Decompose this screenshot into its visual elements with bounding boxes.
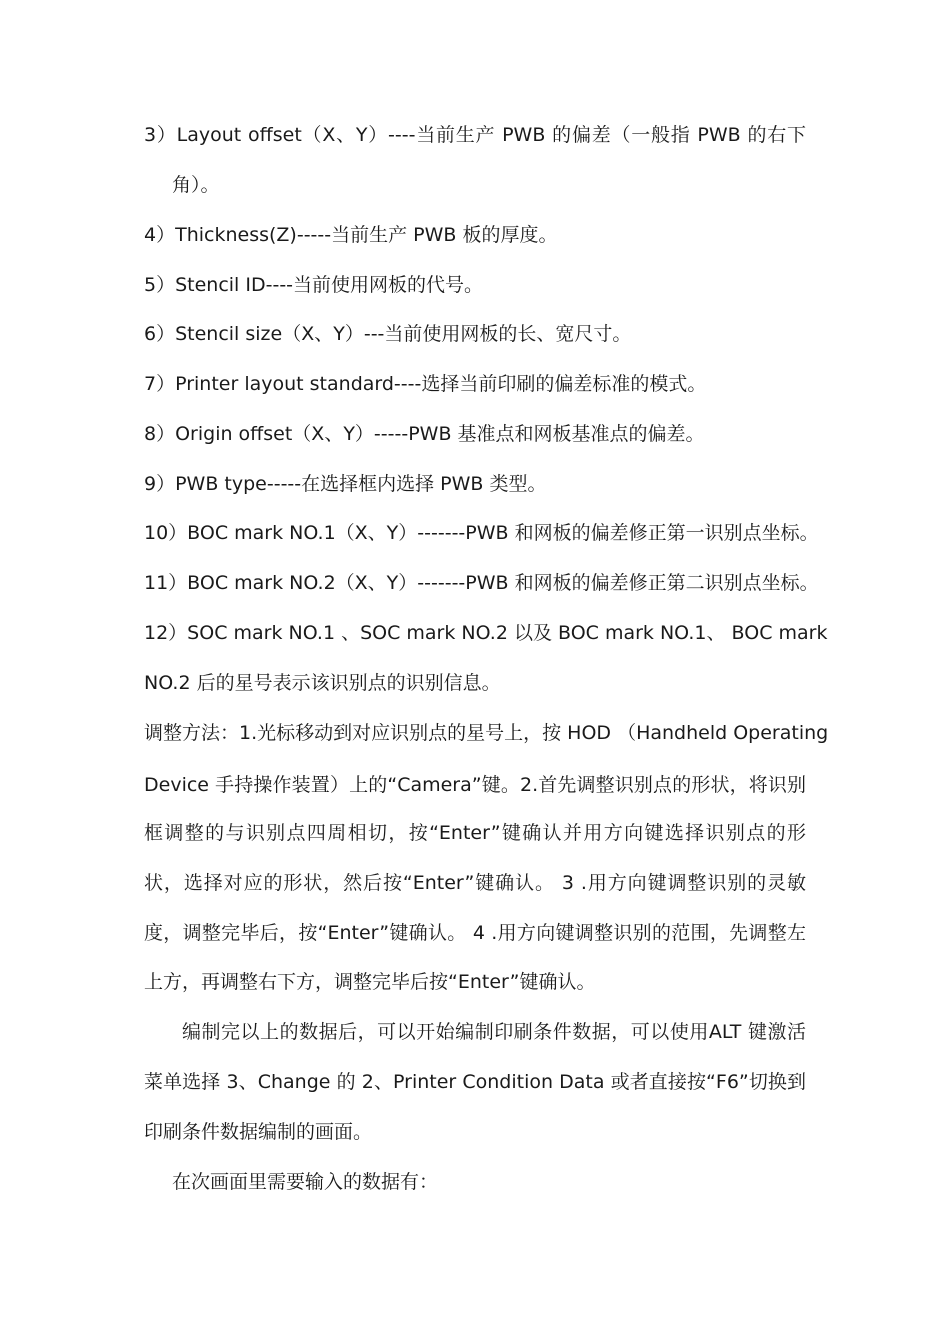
item-11: 11）BOC mark NO.2（X、Y）-------PWB 和网板的偏差修正第二识别点坐标。 xyxy=(144,572,819,594)
paragraph-line-1: 编制完以上的数据后，可以开始编制印刷条件数据，可以使用ALT 键激活 xyxy=(182,1021,806,1043)
item-12-line-1: 12）SOC mark NO.1 、SOC mark NO.2 以及 BOC mark NO.1、 BOC mark xyxy=(144,622,828,644)
method-line-6: 上方，再调整右下方，调整完毕后按“Enter”键确认。 xyxy=(144,971,596,993)
item-8: 8）Origin offset（X、Y）-----PWB 基准点和网板基准点的偏差。 xyxy=(144,423,705,445)
item-3-line-1: 3）Layout offset（X、Y）----当前生产 PWB 的偏差（一般指 PWB 的右下 xyxy=(144,124,806,146)
method-line-2: Device 手持操作装置）上的“Camera”键。2.首先调整识别点的形状，将识别 xyxy=(144,774,806,796)
method-line-3: 框调整的与识别点四周相切，按“Enter”键确认并用方向键选择识别点的形 xyxy=(144,822,806,844)
closing-line: 在次画面里需要输入的数据有： xyxy=(172,1171,439,1193)
paragraph-line-2: 菜单选择 3、Change 的 2、Printer Condition Data 或者直接按“F6”切换到 xyxy=(144,1071,806,1093)
item-10: 10）BOC mark NO.1（X、Y）-------PWB 和网板的偏差修正第一识别点坐标。 xyxy=(144,522,819,544)
method-line-5: 度，调整完毕后，按“Enter”键确认。 4 .用方向键调整识别的范围，先调整左 xyxy=(144,922,806,944)
item-5: 5）Stencil ID----当前使用网板的代号。 xyxy=(144,274,484,296)
item-9: 9）PWB type-----在选择框内选择 PWB 类型。 xyxy=(144,473,547,495)
method-line-1: 调整方法：1.光标移动到对应识别点的星号上，按 HOD （Handheld Operating xyxy=(144,722,829,744)
paragraph-line-3: 印刷条件数据编制的画面。 xyxy=(144,1121,373,1143)
item-3-line-2: 角）。 xyxy=(172,174,220,196)
item-6: 6）Stencil size（X、Y）---当前使用网板的长、宽尺寸。 xyxy=(144,323,632,345)
item-12-line-2: NO.2 后的星号表示该识别点的识别信息。 xyxy=(144,672,501,694)
method-line-4: 状，选择对应的形状，然后按“Enter”键确认。 3 .用方向键调整识别的灵敏 xyxy=(144,872,806,894)
item-7: 7）Printer layout standard----选择当前印刷的偏差标准的模式。 xyxy=(144,373,707,395)
item-4: 4）Thickness(Z)-----当前生产 PWB 板的厚度。 xyxy=(144,224,558,246)
